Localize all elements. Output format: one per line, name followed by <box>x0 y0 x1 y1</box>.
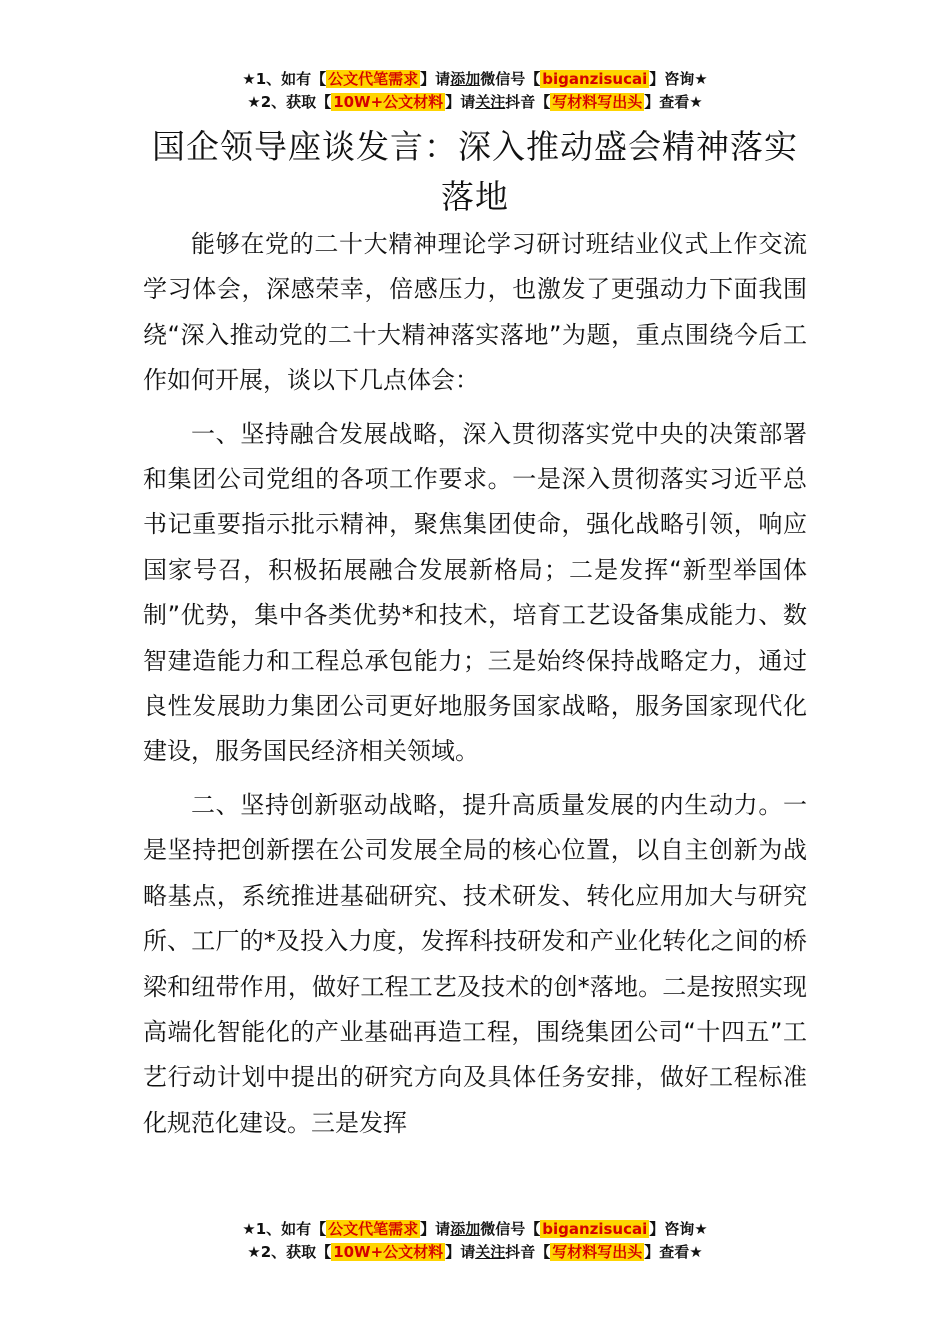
banner-highlight-materials: 10W+公文材料 <box>333 93 444 111</box>
banner-line-1: ★1、如有【 公文代笔需求 】请添加微信号【 biganzisucai 】咨询★ <box>242 70 708 88</box>
footer-banner <box>0 1218 950 1264</box>
banner-line-2: ★2、获取【 10W+公文材料 】请关注抖音【 写材料写出头 】查看★ <box>247 93 703 111</box>
banner-line-1: ★1、如有【 公文代笔需求 】请添加微信号【 biganzisucai 】咨询★ <box>242 1220 708 1238</box>
banner-highlight-wechat: biganzisucai <box>542 70 648 88</box>
paragraph-point-1: 一、坚持融合发展战略，深入贯彻落实党中央的决策部署和集团公司党组的各项工作要求。一是深入贯彻落实习近平总书记重要指示批示精神，聚焦集团使命，强化战略引领，响应国家号召，积极拓展融合发展新格局；二是发挥“新型举国体制”优势，集中各类优势*和技术，培育工艺设备集成能力、数智建造能力和工程总承包能力；三是始终保持战略定力，通过良性发展助力集团公司更好地服务国家战略，服务国家现代化建设，服务国民经济相关领域。 <box>143 419 807 766</box>
banner-highlight-service: 公文代笔需求 <box>328 70 419 88</box>
banner-line-2: ★2、获取【 10W+公文材料 】请关注抖音【 写材料写出头 】查看★ <box>247 1243 703 1261</box>
banner-highlight-wechat: biganzisucai <box>542 1220 648 1238</box>
banner-highlight-service: 公文代笔需求 <box>328 1220 419 1238</box>
banner-highlight-douyin: 写材料写出头 <box>552 1243 643 1261</box>
banner-highlight-douyin: 写材料写出头 <box>552 93 643 111</box>
document-body <box>143 222 807 1154</box>
banner-highlight-materials: 10W+公文材料 <box>333 1243 444 1261</box>
paragraph-point-2: 二、坚持创新驱动战略，提升高质量发展的内生动力。一是坚持把创新摆在公司发展全局的核心位置，以自主创新为战略基点，系统推进基础研究、技术研发、转化应用加大与研究所、工厂的*及投入力度，发挥科技研发和产业化转化之间的桥梁和纽带作用，做好工程工艺及技术的创*落地。二是按照实现高端化智能化的产业基础再造工程，围绕集团公司“十四五”工艺行动计划中提出的研究方向及具体任务安排，做好工程标准化规范化建设。三是发挥 <box>143 790 807 1137</box>
header-banner <box>0 68 950 114</box>
paragraph-intro: 能够在党的二十大精神理论学习研讨班结业仪式上作交流学习体会，深感荣幸，倍感压力，也激发了更强动力下面我围绕“深入推动党的二十大精神落实落地”为题，重点围绕今后工作如何开展，谈以下几点体会： <box>143 230 807 395</box>
document-title: 国企领导座谈发言：深入推动盛会精神落实落地 <box>152 127 798 216</box>
